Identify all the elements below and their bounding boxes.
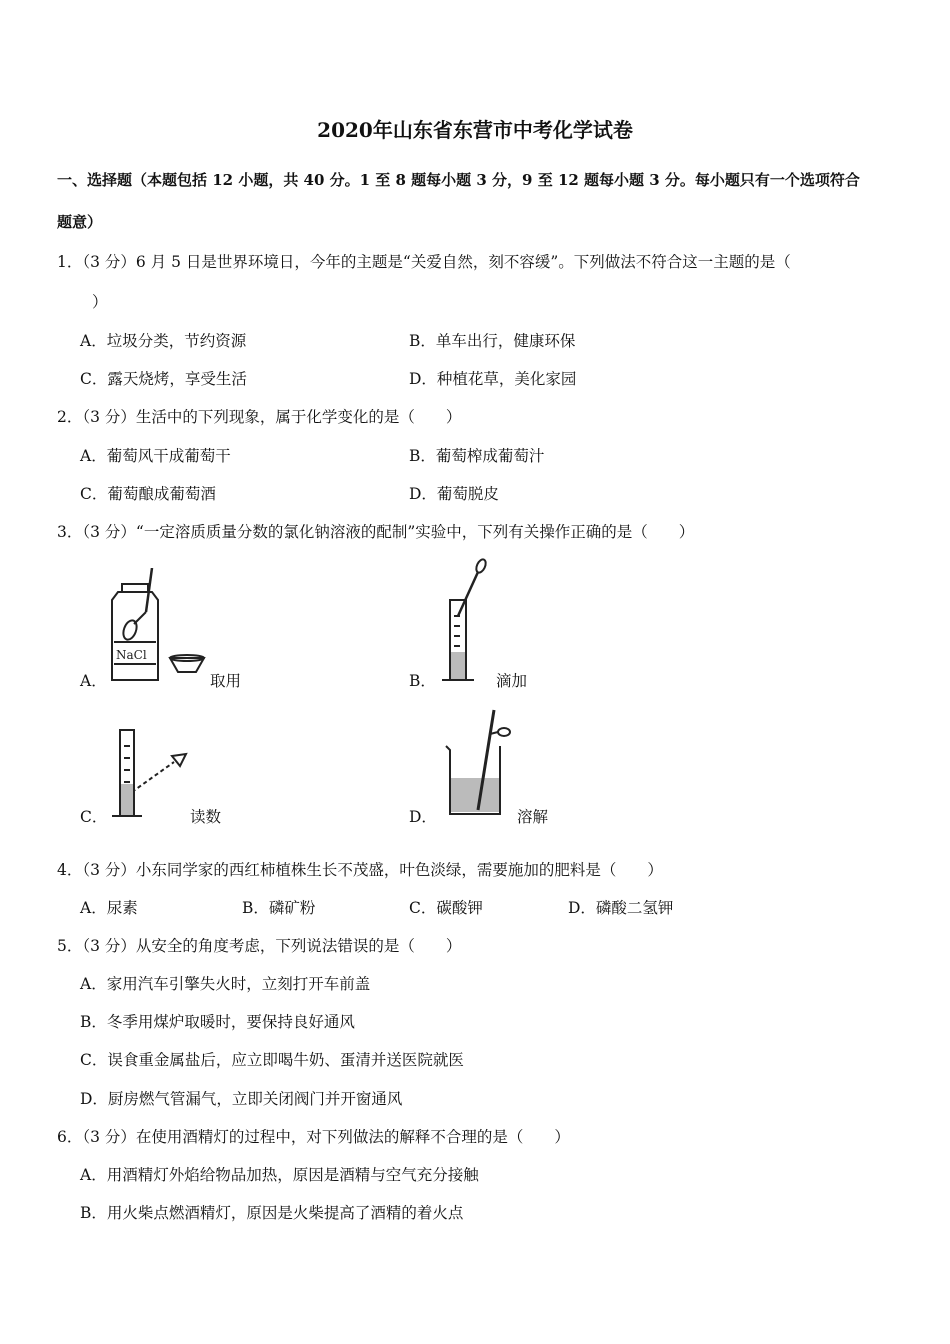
cylinder-dropper-figure	[440, 556, 490, 686]
section-heading-line2: 题意）	[57, 213, 103, 231]
question-2-option-d: D．葡萄脱皮	[409, 485, 499, 503]
question-2-option-a: A．葡萄风干成葡萄干	[80, 447, 231, 465]
question-1-option-a: A．垃圾分类，节约资源	[80, 332, 247, 350]
question-3-option-a-letter: A．	[80, 672, 107, 690]
question-1-option-d: D．种植花草，美化家园	[409, 370, 577, 388]
question-4-option-d: D．磷酸二氢钾	[568, 899, 674, 917]
question-3-option-c-caption: 读数	[190, 808, 222, 826]
question-3-option-c-letter: C．	[80, 808, 108, 826]
question-5-option-c: C．误食重金属盐后，应立即喝牛奶、蛋清并送医院就医	[80, 1051, 464, 1069]
beaker-stirring-figure	[440, 706, 520, 818]
question-3-option-a-caption: 取用	[210, 672, 242, 690]
question-5-option-b: B．冬季用煤炉取暖时，要保持良好通风	[80, 1013, 355, 1031]
question-5-option-d: D．厨房燃气管漏气，立即关闭阀门并开窗通风	[80, 1090, 403, 1108]
question-1-option-c: C．露天烧烤，享受生活	[80, 370, 247, 388]
nacl-label: NaCl	[116, 648, 147, 662]
question-5-stem: 5．（3 分）从安全的角度考虑，下列说法错误的是（ ）	[57, 937, 462, 955]
question-4-option-b: B．磷矿粉	[242, 899, 316, 917]
question-3-option-d-letter: D．	[409, 808, 437, 826]
question-3-stem: 3．（3 分）“一定溶质质量分数的氯化钠溶液的配制”实验中，下列有关操作正确的是（ ）	[57, 523, 695, 541]
question-3-option-d-caption: 溶解	[517, 808, 549, 826]
cylinder-reading-figure	[112, 726, 192, 822]
question-1-stem: 1．（3 分）6 月 5 日是世界环境日，今年的主题是“关爱自然，刻不容缓”。下列做法不符合这一主题的是（	[57, 253, 791, 271]
question-3-option-b-caption: 滴加	[496, 672, 528, 690]
question-2-stem: 2．（3 分）生活中的下列现象，属于化学变化的是（ ）	[57, 408, 462, 426]
section-heading	[57, 159, 902, 243]
question-4-stem: 4．（3 分）小东同学家的西红柿植株生长不茂盛，叶色淡绿，需要施加的肥料是（ ）	[57, 861, 663, 879]
question-6-option-b: B．用火柴点燃酒精灯，原因是火柴提高了酒精的着火点	[80, 1204, 464, 1222]
question-4-option-a: A．尿素	[80, 899, 138, 917]
question-4-option-c: C．碳酸钾	[409, 899, 483, 917]
section-heading-line1: 一、选择题（本题包括 12 小题，共 40 分。1 至 8 题每小题 3 分，9 至 12 题每小题 3 分。每小题只有一个选项符合	[57, 171, 860, 189]
question-6-stem: 6．（3 分）在使用酒精灯的过程中，对下列做法的解释不合理的是（ ）	[57, 1128, 570, 1146]
question-1-option-b: B．单车出行，健康环保	[409, 332, 576, 350]
question-1-stem-cont: ）	[92, 293, 108, 311]
question-2-option-b: B．葡萄榨成葡萄汁	[409, 447, 545, 465]
question-2-option-c: C．葡萄酿成葡萄酒	[80, 485, 216, 503]
reagent-bottle-figure	[108, 568, 208, 684]
page-title: 2020年山东省东营市中考化学试卷	[317, 118, 633, 142]
question-6-option-a: A．用酒精灯外焰给物品加热，原因是酒精与空气充分接触	[80, 1166, 479, 1184]
question-3-option-b-letter: B．	[409, 672, 436, 690]
question-5-option-a: A．家用汽车引擎失火时，立刻打开车前盖	[80, 975, 371, 993]
